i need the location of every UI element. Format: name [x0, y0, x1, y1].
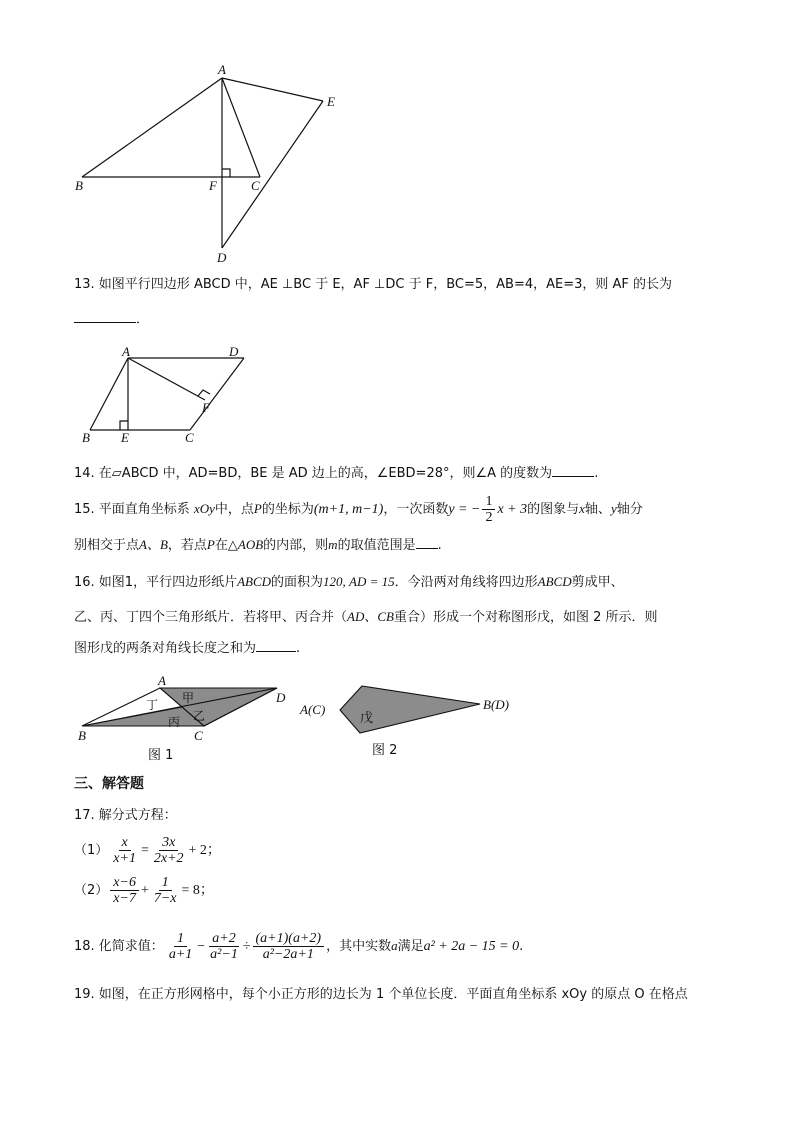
q18-tail2: 满足 [397, 939, 424, 954]
q13-text: 13. 如图平行四边形 ABCD 中，AE ⊥BC 于 E，AF ⊥DC 于 F，BC=5，AB=4，AE=3，则 AF 的长为 [74, 277, 673, 292]
q15-aob: AOB [237, 537, 264, 552]
q16-l1c: ．今沿两对角线将四边形 [394, 575, 538, 590]
q16-ad: AD [347, 609, 365, 624]
q16-l2c: 重合）形成一个对称图形戊，如图 2 所示．则 [394, 610, 658, 625]
fig1-jia: 甲 [182, 691, 195, 705]
q13-end: ． [136, 312, 150, 327]
q15-fn-den: 2 [485, 510, 493, 525]
q13-label-d: D [229, 344, 239, 359]
fig2-wu: 戊 [360, 711, 374, 726]
q17-p2-frac1 [110, 875, 139, 906]
q18-f3d: a²−2a+1 [262, 947, 314, 962]
q15-part7: 轴分 [616, 502, 643, 517]
q16-cb: CB [377, 609, 394, 624]
fig1-label-c: C [194, 728, 203, 743]
q15-y: y [610, 501, 617, 516]
q17-p1-f2d: 2x+2 [153, 851, 184, 866]
q16-l1a: 16. 如图1，平行四边形纸片 [74, 575, 238, 590]
fig12-label-e: E [327, 94, 335, 109]
q16-l1d: 剪成甲、 [571, 575, 624, 590]
q17-p1-label: （1） [74, 843, 109, 858]
q15-part6: 轴、 [584, 502, 611, 517]
q17-p2-tail: = 8； [181, 883, 214, 898]
q13-label-a: A [122, 344, 130, 359]
q18-frac1 [166, 931, 195, 962]
q15-line2e: 的取值范围是 [337, 538, 416, 553]
q17-p1-tail: + 2； [188, 843, 221, 858]
q15-end: . [437, 538, 442, 553]
q16-abcd2: ABCD [537, 574, 572, 589]
q18-tail1: ，其中实数 [326, 939, 392, 954]
q17-p1-f1n: x [119, 835, 131, 851]
q16-l2a: 乙、丙、丁四个三角形纸片．若将甲、丙合并（ [74, 610, 348, 625]
fig12-label-c: C [251, 178, 260, 193]
fig1-bing: 丙 [168, 715, 181, 729]
q18-end: . [519, 939, 524, 954]
q13-label-c: C [185, 430, 194, 445]
q18-label: 18. 化简求值： [74, 939, 164, 954]
q13-label-b: B [82, 430, 90, 445]
q15-coord: (m+1, m−1) [313, 502, 384, 517]
q15-line2b: ，若点 [167, 538, 207, 553]
question-17-part2 [74, 873, 214, 909]
q17-p1-frac1 [110, 835, 139, 866]
question-18 [74, 926, 523, 967]
q15-p2: P [206, 537, 215, 552]
fig1-label-b: B [78, 728, 86, 743]
q16-area: 120, AD = 15 [323, 574, 395, 589]
question-19 [74, 986, 688, 1004]
q15-part4: ，一次函数 [383, 502, 449, 517]
q19-text: 19. 如图，在正方形网格中，每个小正方形的边长为 1 个单位长度．平面直角坐标系 xOy 的原点 O 在格点 [74, 987, 688, 1002]
fig12-label-a: A [218, 62, 226, 77]
q17-p2-label: （2） [74, 883, 109, 898]
q15-x: x [579, 501, 585, 516]
fig1-yi: 乙 [193, 709, 206, 723]
q18-f3n: (a+1)(a+2) [253, 931, 325, 947]
q15-p: P [253, 501, 262, 516]
q15-fn-right: x + 3 [497, 502, 528, 517]
fig12-label-f: F [209, 178, 217, 193]
q18-frac2 [207, 931, 241, 962]
q15-line2a: 别相交于点 [74, 538, 140, 553]
section-3-heading: 三、解答题 [74, 776, 144, 792]
q17-p2-frac2 [151, 875, 180, 906]
q13-label-f: F [202, 400, 210, 415]
q18-frac3 [253, 931, 325, 962]
q15-part2: 中，点 [214, 502, 254, 517]
fig2-label-bd: B(D) [483, 697, 509, 712]
q18-f2d: a²−1 [210, 947, 238, 962]
q17-p2-plus: + [140, 883, 149, 898]
q17-p1-f2n: 3x [159, 835, 178, 851]
fig1-ding: 丁 [146, 698, 159, 712]
q15-line2d: 的内部，则 [263, 538, 329, 553]
q15-part1: 15. 平面直角坐标系 [74, 502, 190, 517]
q18-div: ÷ [242, 939, 251, 954]
q18-f1n: 1 [174, 931, 187, 947]
q17-p2-f2d: 7−x [153, 891, 177, 906]
q15-line2c: 在△ [214, 538, 238, 553]
fig1-label-d: D [276, 690, 286, 705]
q15-fn-num: 1 [482, 494, 495, 510]
q17-title: 17. 解分式方程： [74, 808, 177, 823]
q15-m: m [328, 537, 338, 552]
fig2-label-ac: A(C) [300, 702, 326, 717]
q18-cond: a² + 2a − 15 = 0 [423, 939, 520, 954]
fig1-label-a: A [158, 673, 166, 688]
q15-ab: A、B [139, 537, 168, 552]
q16-abcd: ABCD [237, 574, 272, 589]
q17-p2-f1n: x−6 [110, 875, 139, 891]
q18-a: a [391, 938, 398, 953]
q15-fn-left: y = − [448, 502, 481, 517]
q13-label-e: E [121, 430, 129, 445]
q14-text: 14. 在▱ABCD 中，AD=BD，BE 是 AD 边上的高，∠EBD=28°，则∠A 的度数为 [74, 466, 553, 481]
q15-part5: 的图象与 [527, 502, 580, 517]
q17-p2-f2n: 1 [159, 875, 172, 891]
q14-end: . [594, 466, 599, 481]
fig1-caption: 图 1 [148, 748, 174, 763]
q16-end: . [296, 641, 301, 656]
question-17-part1 [74, 833, 221, 869]
q15-part3: 的坐标为 [261, 502, 314, 517]
q17-p1-f1d: x+1 [113, 851, 136, 866]
q17-p1-eq: = [140, 843, 149, 858]
fig2-caption: 图 2 [372, 743, 398, 758]
question-17 [74, 807, 177, 825]
q15-xoy: xOy [193, 501, 215, 516]
q16-l2b: 、 [364, 610, 378, 625]
q17-p1-frac2 [151, 835, 187, 866]
fig12-label-d: D [217, 250, 227, 265]
q18-f2n: a+2 [209, 931, 238, 947]
q16-l1b: 的面积为 [271, 575, 324, 590]
q16-l3: 图形戊的两条对角线长度之和为 [74, 641, 257, 656]
q18-f1d: a+1 [168, 947, 193, 962]
q18-minus: − [197, 939, 206, 954]
q17-p2-f1d: x−7 [113, 891, 136, 906]
fig12-label-b: B [75, 178, 83, 193]
